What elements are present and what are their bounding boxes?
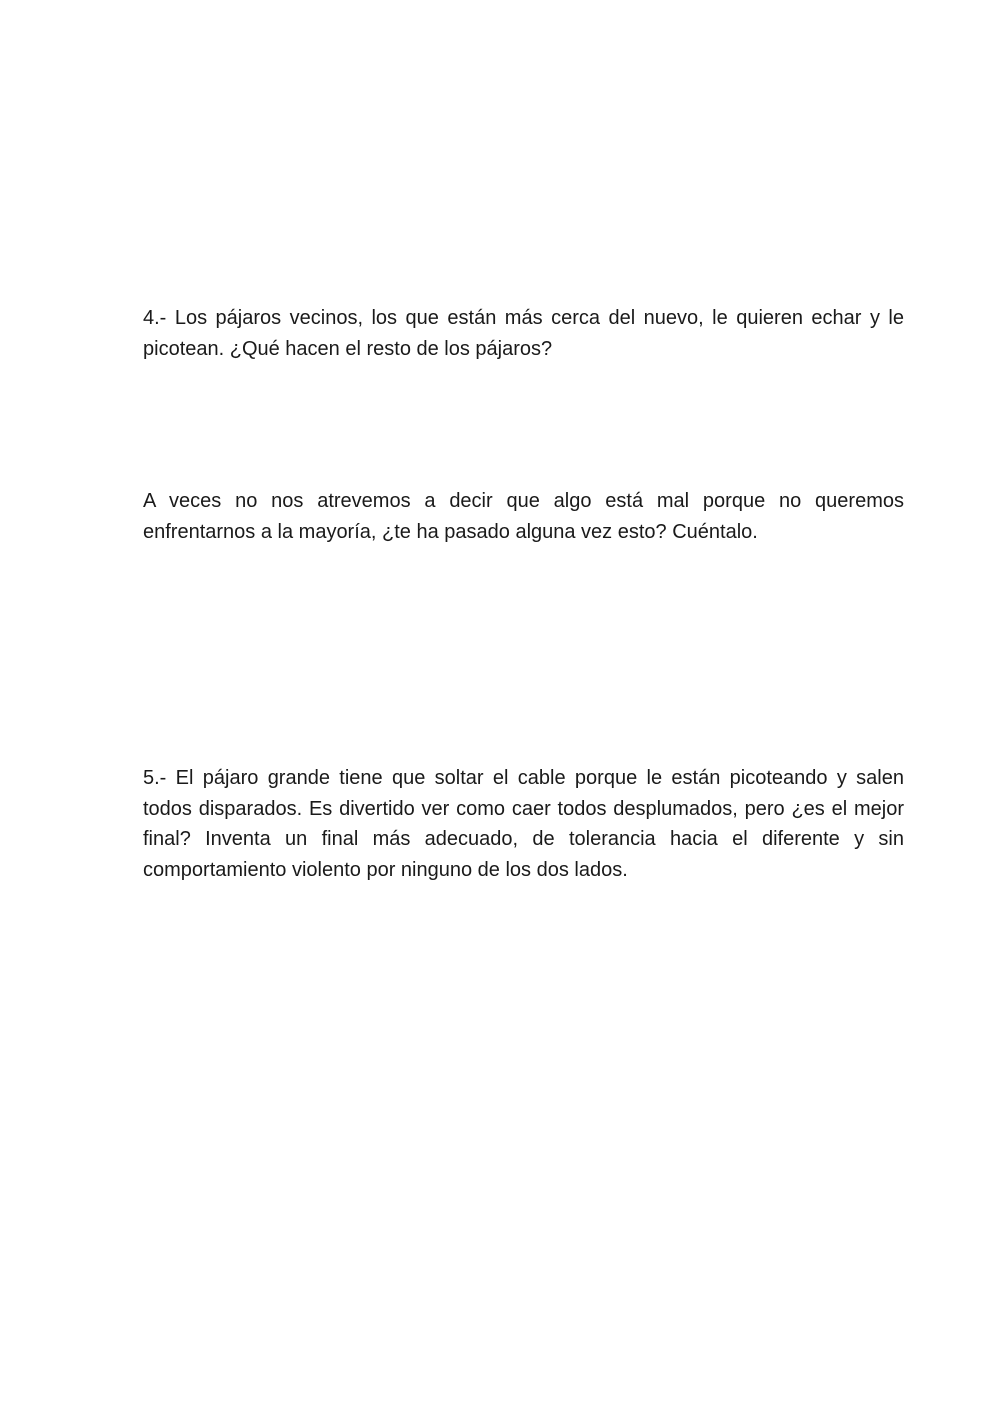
question-4-text: 4.- Los pájaros vecinos, los que están más cerca del nuevo, le quieren echar y le picotean. ¿Qué hacen el resto de los pájaros? bbox=[143, 307, 904, 360]
question-5-text: 5.- El pájaro grande tiene que soltar el cable porque le están picoteando y salen todos disparados. Es divertido ver como caer todos desplumados, pero ¿es el mejor final? Inventa un final más adecuado, de tolerancia hacia el diferente y sin comportamiento violento por ninguno de los dos lados. bbox=[143, 767, 904, 881]
reflection-prompt-text: A veces no nos atrevemos a decir que algo está mal porque no queremos enfrentarnos a la mayoría, ¿te ha pasado alguna vez esto? Cuéntalo. bbox=[143, 490, 904, 543]
